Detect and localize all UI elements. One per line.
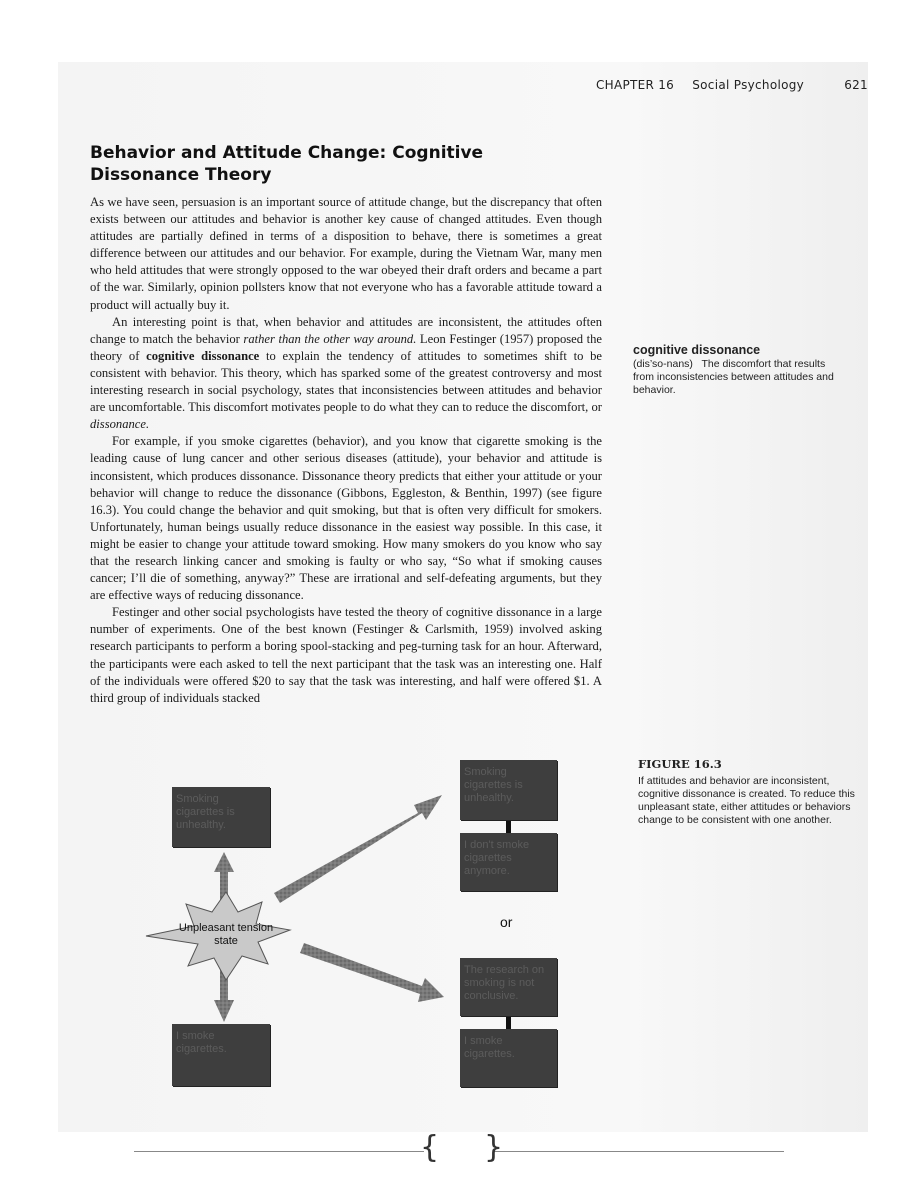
page-number: 621 [844, 78, 868, 92]
behavior-box-smoke: I smoke cigarettes. [172, 1024, 270, 1086]
p2-text-a: An interesting point is that, when behavior and attitudes are inconsistent, the attitudes often change to match the behavior [90, 314, 602, 346]
lower-diagonal-arrow [300, 943, 444, 1002]
connector-bottom [506, 1014, 511, 1030]
outcome-box-smoke: I smoke cigarettes. [460, 1029, 557, 1087]
chapter-title: Social Psychology [692, 78, 805, 92]
footer-rule-left [134, 1151, 424, 1152]
paragraph-1: As we have seen, persuasion is an important source of attitude change, but the discrepancy that often exists between our attitudes and behavior is another key cause of changed attitudes. Even though attitudes are partially defined in terms of a disposition to behave, there is sometimes a great difference between our attitudes and our behavior. For example, during the Vietnam War, many men who held attitudes that were strongly opposed to the war obeyed their draft orders and became a part of the war. Similarly, opinion pollsters know that not everyone who has a favorable attitude toward a product will actually buy it. [90, 195, 602, 312]
belief-box-unhealthy: Smoking cigarettes is unhealthy. [172, 787, 270, 847]
p2-text-b: Leon Festinger (1957) proposed the theory of [90, 331, 602, 363]
p2-emphasis-2: dissonance. [90, 417, 150, 432]
figure-caption-text: If attitudes and behavior are inconsistent, cognitive dissonance is created. To reduce this unpleasant state, either attitudes or behaviors change to be consistent with one another. [638, 775, 855, 826]
tension-state-label: Unpleasant tension state [178, 922, 274, 947]
outcome-box-research: The research on smoking is not conclusive. [460, 958, 557, 1016]
glossary-definition: The discomfort that results from inconsistencies between attitudes and behavior. [633, 358, 834, 396]
paragraph-3: For example, if you smoke cigarettes (behavior), and you know that cigarette smoking is the leading cause of lung cancer and other serious diseases (attitude), your behavior and attitude is inconsistent, which produces dissonance. Dissonance theory predicts that either your attitude or your behavior will change to reduce the dissonance (Gibbons, Eggleston, & Benthin, 1997) (see figure 16.3). You could change the behavior and quit smoking, but that is often very difficult for smokers. Unfortunately, human beings usually reduce dissonance in the easiest way possible. In this case, it might be easier to change your attitude toward smoking. How many smokers do you know who say that the research linking cancer and smoking is faulty or who say, “So what if smoking causes cancer; I’ll die of something, anyway?” These are irrational and self-defeating arguments, but they are effective ways of reducing dissonance. [90, 434, 602, 603]
glossary-pronunciation: (dis’so-nans) [633, 358, 693, 370]
glossary-term: cognitive dissonance [633, 343, 761, 357]
outcome-box-unhealthy: Smoking cigarettes is unhealthy. [460, 760, 557, 820]
connector-top [506, 818, 511, 834]
figure-label: FIGURE 16.3 [638, 757, 722, 771]
p2-emphasis: rather than the other way around. [243, 331, 417, 346]
outcome-box-quit: I don't smoke cigarettes anymore. [460, 833, 557, 891]
footer-bracket-right: } [484, 1130, 504, 1165]
footer-rule-right [494, 1151, 784, 1152]
p2-text-c: to explain the tendency of attitudes to sometimes shift to be consistent with behavior. This theory, which has sparked some of the greatest controversy and most interesting research in social psychology, states that inconsistencies between attitudes and behavior are uncomfortable. This discomfort motivates people to do what they can to reduce the discomfort, or [90, 348, 602, 415]
chapter-label: CHAPTER 16 [595, 78, 675, 92]
upper-diagonal-arrow [274, 795, 442, 903]
or-label: or [500, 914, 513, 930]
footer-bracket-left: { [420, 1130, 440, 1165]
section-heading: Behavior and Attitude Change: Cognitive Dissonance Theory [90, 143, 484, 185]
paragraph-4: Festinger and other social psychologists have tested the theory of cognitive dissonance in a large number of experiments. One of the best known (Festinger & Carlsmith, 1959) involved asking research participants to perform a boring spool-stacking and peg-turning task for an hour. Afterward, the participants were each asked to tell the next participant that the task was an interesting one. Half of the individuals were offered $20 to say that the task was interesting, and half were offered $1. A third group of individuals stacked [90, 605, 602, 705]
p2-key-term: cognitive dissonance [146, 348, 260, 363]
